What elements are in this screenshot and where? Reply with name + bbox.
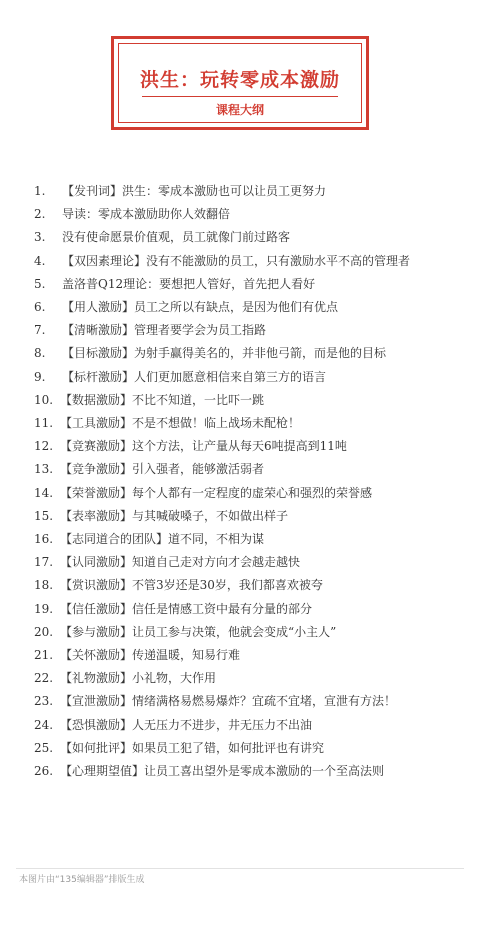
list-item — [26, 389, 454, 412]
item-number: 16. — [34, 532, 54, 547]
page-title: 洪生：玩转零成本激励 — [139, 69, 340, 91]
item-text: 盖洛普Q12理论：要想把人管好，首先把人看好 — [62, 276, 316, 291]
item-number: 18. — [34, 578, 54, 593]
course-outline-list — [26, 180, 454, 783]
list-item — [26, 667, 454, 690]
item-number: 20. — [34, 624, 54, 639]
item-text: 【如何批评】如果员工犯了错，如何批评也有讲究 — [60, 740, 325, 755]
list-item — [26, 598, 454, 621]
item-number: 6. — [34, 300, 46, 315]
item-text: 导读：零成本激励助你人效翻倍 — [62, 207, 231, 222]
list-item — [26, 273, 454, 296]
item-text: 【荣誉激励】每个人都有一定程度的虚荣心和强烈的荣誉感 — [60, 485, 373, 500]
title-box — [111, 36, 369, 130]
list-item — [26, 366, 454, 389]
title-divider — [142, 96, 338, 97]
page-subtitle: 课程大纲 — [215, 103, 264, 117]
list-item — [26, 505, 454, 528]
item-text: 【心理期望值】让员工喜出望外是零成本激励的一个至高法则 — [60, 764, 385, 779]
list-item — [26, 250, 454, 273]
list-item — [26, 551, 454, 574]
item-text: 【关怀激励】传递温暖，知易行难 — [60, 648, 241, 663]
item-text: 【数据激励】不比不知道，一比吓一跳 — [60, 392, 265, 407]
item-number: 15. — [34, 508, 54, 523]
item-number: 8. — [34, 346, 46, 361]
item-text: 【信任激励】信任是情感工资中最有分量的部分 — [60, 601, 313, 616]
item-text: 【恐惧激励】人无压力不进步，井无压力不出油 — [60, 717, 313, 732]
list-item — [26, 203, 454, 226]
item-number: 10. — [34, 392, 54, 407]
list-item — [26, 644, 454, 667]
item-text: 【竞争激励】引入强者，能够激活弱者 — [60, 462, 265, 477]
list-item — [26, 412, 454, 435]
item-text: 【礼物激励】小礼物，大作用 — [60, 671, 217, 686]
list-item — [26, 180, 454, 203]
item-text: 【宣泄激励】情绪满格易燃易爆炸？宜疏不宜堵，宣泄有方法！ — [60, 694, 397, 709]
item-number: 25. — [34, 740, 54, 755]
title-inner-frame — [118, 43, 362, 123]
item-number: 24. — [34, 717, 54, 732]
item-number: 12. — [34, 439, 54, 454]
item-number: 1. — [34, 184, 46, 198]
item-text: 【赏识激励】不管3岁还是30岁，我们都喜欢被夸 — [60, 578, 323, 593]
list-item — [26, 296, 454, 319]
item-number: 17. — [34, 555, 54, 570]
item-number: 21. — [34, 648, 54, 663]
item-text: 【发刊词】洪生：零成本激励也可以让员工更努力 — [62, 184, 327, 198]
list-item — [26, 482, 454, 505]
item-number: 13. — [34, 462, 54, 477]
list-item — [26, 690, 454, 713]
item-number: 19. — [34, 601, 54, 616]
item-number: 5. — [34, 276, 46, 291]
item-number: 26. — [34, 764, 54, 779]
list-item — [26, 226, 454, 249]
item-number: 7. — [34, 323, 46, 338]
item-number: 23. — [34, 694, 54, 709]
list-item — [26, 458, 454, 481]
item-text: 【表率激励】与其喊破嗓子，不如做出样子 — [60, 508, 289, 523]
list-item — [26, 528, 454, 551]
item-number: 11. — [34, 416, 54, 431]
item-text: 【标杆激励】人们更加愿意相信来自第三方的语言 — [62, 369, 327, 384]
item-number: 4. — [34, 253, 46, 268]
item-number: 3. — [34, 230, 46, 245]
item-text: 【用人激励】员工之所以有缺点，是因为他们有优点 — [62, 300, 339, 315]
list-item — [26, 737, 454, 760]
item-text: 【竞赛激励】这个方法，让产量从每天6吨提高到11吨 — [60, 439, 347, 454]
list-item — [26, 714, 454, 737]
list-item — [26, 342, 454, 365]
list-item — [26, 621, 454, 644]
item-number: 9. — [34, 369, 46, 384]
list-item — [26, 760, 454, 783]
item-text: 【清晰激励】管理者要学会为员工指路 — [62, 323, 267, 338]
item-text: 【目标激励】为射手赢得美名的，并非他弓箭，而是他的目标 — [62, 346, 387, 361]
item-number: 22. — [34, 671, 54, 686]
footer-credit: 本图片由“135编辑器”排版生成 — [19, 875, 145, 885]
footer-divider — [16, 868, 464, 869]
item-text: 【工具激励】不是不想做！临上战场未配枪！ — [60, 416, 301, 431]
item-text: 没有使命愿景价值观，员工就像门前过路客 — [62, 230, 291, 245]
list-item — [26, 319, 454, 342]
item-text: 【参与激励】让员工参与决策，他就会变成“小主人” — [60, 624, 337, 639]
list-item — [26, 435, 454, 458]
item-text: 【双因素理论】没有不能激励的员工，只有激励水平不高的管理者 — [62, 253, 411, 268]
item-number: 14. — [34, 485, 54, 500]
item-number: 2. — [34, 207, 46, 222]
item-text: 【志同道合的团队】道不同，不相为谋 — [60, 532, 265, 547]
item-text: 【认同激励】知道自己走对方向才会越走越快 — [60, 555, 301, 570]
list-item — [26, 574, 454, 597]
